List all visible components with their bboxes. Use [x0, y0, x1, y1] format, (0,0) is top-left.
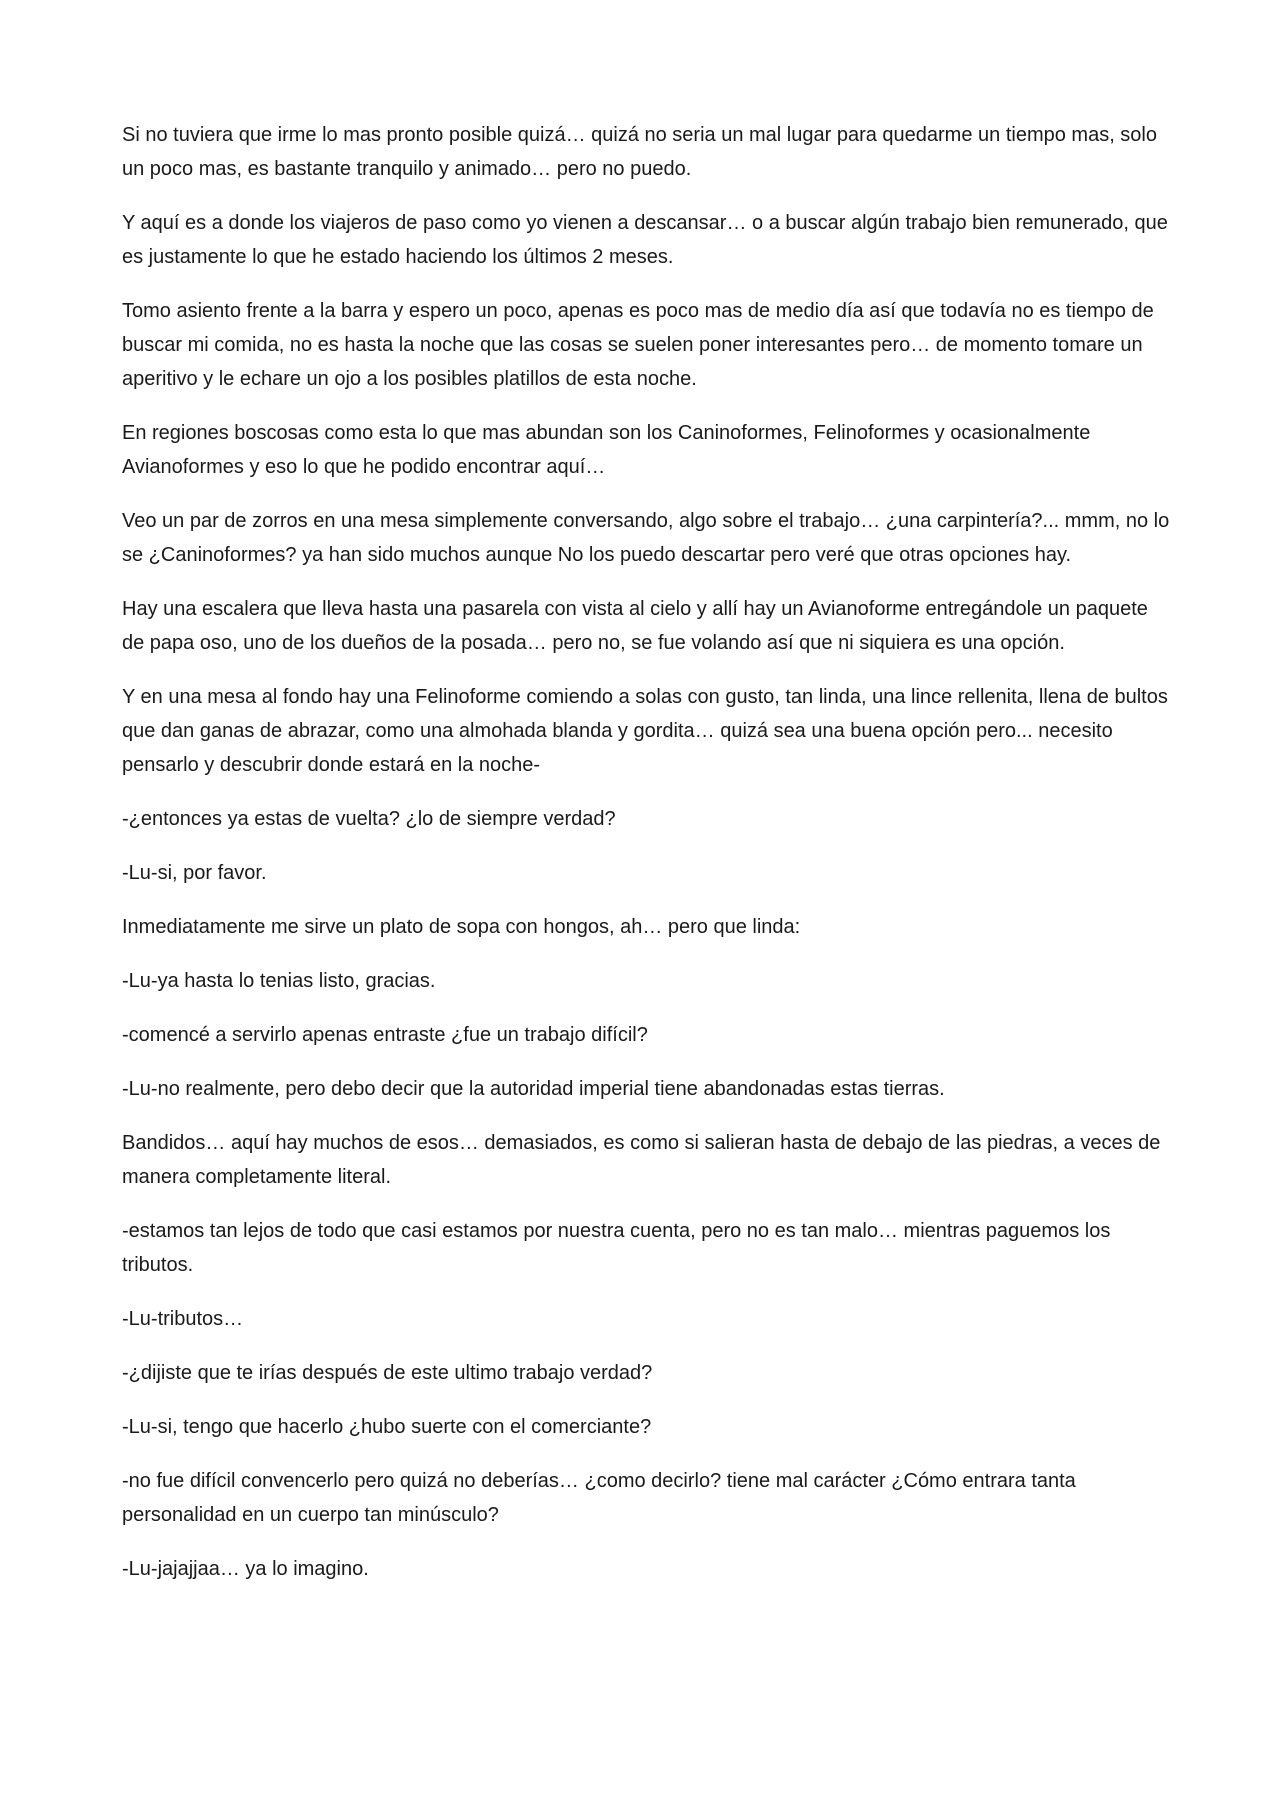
dialogue-line: -Lu-si, por favor.	[122, 862, 267, 884]
paragraph: Veo un par de zorros en una mesa simplemente conversando, algo sobre el trabajo… ¿una carpintería?... mmm, no lo se ¿Caninoformes? ya han sido muchos aunque No los puedo descartar pero veré que otras opciones hay.	[122, 510, 1170, 566]
paragraph: Y aquí es a donde los viajeros de paso como yo vienen a descansar… o a buscar algún trabajo bien remunerado, que es justamente lo que he estado haciendo los últimos 2 meses.	[122, 212, 1168, 268]
paragraph: Bandidos… aquí hay muchos de esos… demasiados, es como si salieran hasta de debajo de las piedras, a veces de manera completamente literal.	[122, 1132, 1161, 1188]
dialogue-line: -Lu-si, tengo que hacerlo ¿hubo suerte con el comerciante?	[122, 1416, 652, 1438]
dialogue-line: -Lu-no realmente, pero debo decir que la autoridad imperial tiene abandonadas estas tierras.	[122, 1078, 945, 1100]
paragraph: En regiones boscosas como esta lo que mas abundan son los Caninoformes, Felinoformes y ocasionalmente Avianoformes y eso lo que he podido encontrar aquí…	[122, 422, 1091, 478]
dialogue-line: -Lu-ya hasta lo tenias listo, gracias.	[122, 970, 436, 992]
paragraph: Tomo asiento frente a la barra y espero un poco, apenas es poco mas de medio día así que todavía no es tiempo de buscar mi comida, no es hasta la noche que las cosas se suelen poner interesantes pero… de momento tomare un aperitivo y le echare un ojo a los posibles platillos de esta noche.	[122, 300, 1154, 390]
paragraph: Hay una escalera que lleva hasta una pasarela con vista al cielo y allí hay un Avianoforme entregándole un paquete de papa oso, uno de los dueños de la posada… pero no, se fue volando así que ni siquiera es una opción.	[122, 598, 1148, 654]
dialogue-line: -Lu-tributos…	[122, 1308, 244, 1330]
dialogue-line: -¿entonces ya estas de vuelta? ¿lo de siempre verdad?	[122, 808, 616, 830]
dialogue-line: -no fue difícil convencerlo pero quizá no deberías… ¿como decirlo? tiene mal carácter ¿Cómo entrara tanta personalidad en un cuerpo tan minúsculo?	[122, 1470, 1076, 1526]
paragraph: Inmediatamente me sirve un plato de sopa con hongos, ah… pero que linda:	[122, 916, 801, 938]
dialogue-line: -Lu-jajajjaa… ya lo imagino.	[122, 1558, 369, 1580]
document-body	[122, 118, 1172, 1606]
paragraph: Y en una mesa al fondo hay una Felinoforme comiendo a solas con gusto, tan linda, una lince rellenita, llena de bultos que dan ganas de abrazar, como una almohada blanda y gordita… quizá sea una buena opción pero... necesito pensarlo y descubrir donde estará en la noche-	[122, 686, 1168, 776]
dialogue-line: -estamos tan lejos de todo que casi estamos por nuestra cuenta, pero no es tan malo… mientras paguemos los tributos.	[122, 1220, 1111, 1276]
dialogue-line: -¿dijiste que te irías después de este ultimo trabajo verdad?	[122, 1362, 653, 1384]
dialogue-line: -comencé a servirlo apenas entraste ¿fue un trabajo difícil?	[122, 1024, 648, 1046]
paragraph: Si no tuviera que irme lo mas pronto posible quizá… quizá no seria un mal lugar para quedarme un tiempo mas, solo un poco mas, es bastante tranquilo y animado… pero no puedo.	[122, 124, 1157, 180]
